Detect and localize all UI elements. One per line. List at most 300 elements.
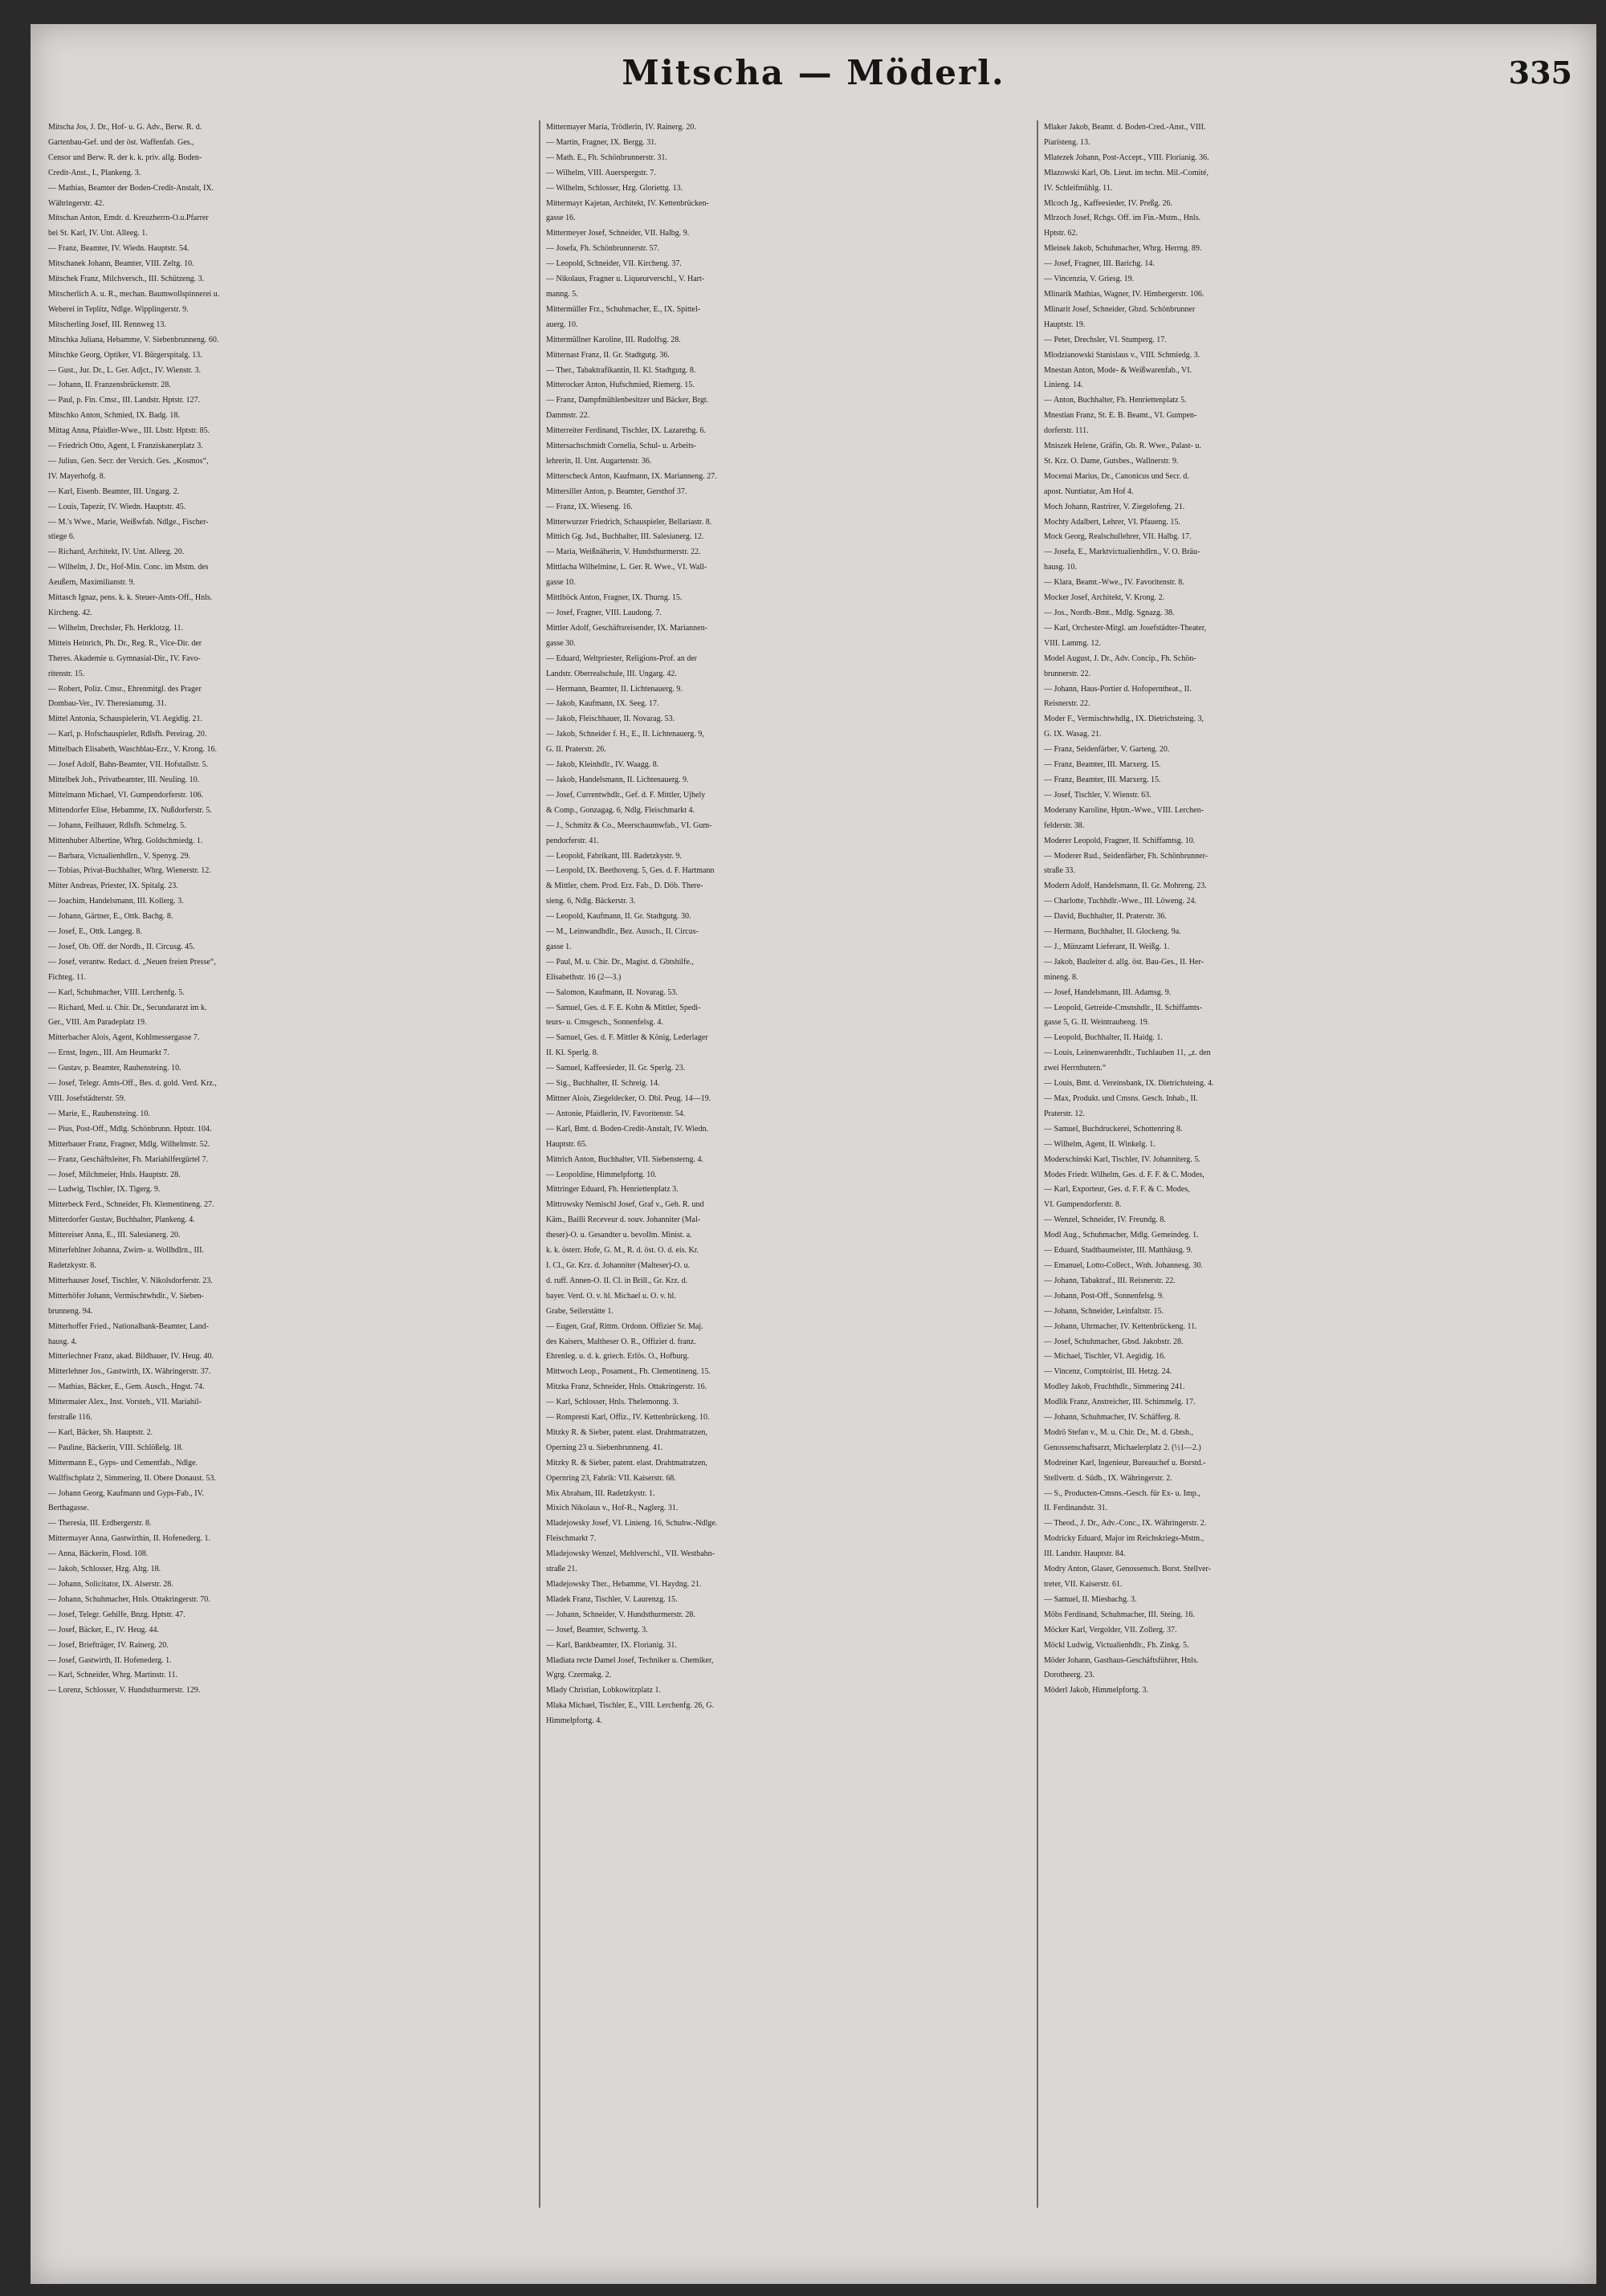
directory-entry-line: — Leopold, Fabrikant, III. Radetzkystr. 9.: [546, 851, 682, 861]
directory-entry-line: Mittenhuber Albertine, Whrg. Goldschmiedg. 1.: [48, 836, 203, 845]
directory-entry-line: Mitterfehlner Johanna, Zwirn- u. Wollhdlrn., III.: [48, 1246, 204, 1256]
directory-entry-line: — Johann, Tabaktraf., III. Reisnerstr. 22.: [1044, 1276, 1176, 1285]
directory-entry-line: — Josef, Schuhmacher, Gbsd. Jakobstr. 28.: [1044, 1337, 1184, 1346]
directory-entry-line: — Josef Adolf, Bahn-Beamter, VII. Hofstallstr. 5.: [48, 760, 209, 770]
directory-entry-line: — Louis, Tapezir, IV. Wiedn. Hauptstr. 45.: [48, 502, 186, 511]
directory-entry-line: — Leopold, Getreide-Cmsnshdlr., II. Schiffamts-: [1044, 1003, 1203, 1012]
directory-entry-line: — Pauline, Bäckerin, VIII. Schlößelg. 18.: [48, 1443, 184, 1452]
directory-entry-line: mineng. 8.: [1044, 972, 1078, 982]
directory-entry-line: — Johann, Gärtner, E., Ottk. Bachg. 8.: [48, 912, 173, 922]
directory-entry-line: brunneng. 94.: [48, 1306, 93, 1316]
directory-entry-line: — M.'s Wwe., Marie, Weißwfab. Ndlge., Fischer-: [48, 517, 209, 527]
directory-entry-line: Kircheng. 42.: [48, 609, 92, 617]
directory-entry-line: — Theod., J. Dr., Adv.-Conc., IX. Währingerstr. 2.: [1044, 1519, 1207, 1529]
directory-entry-line: — Karl, Orchester-Mitgl. am Josefstädter-Theater,: [1044, 623, 1207, 633]
directory-entry-line: Mitteis Heinrich, Ph. Dr., Reg. R., Vice-Dir. der: [48, 638, 202, 648]
directory-entry-line: Modes Friedr. Wilhelm, Ges. d. F. F. & C. Modes,: [1044, 1170, 1204, 1179]
directory-entry-line: — Josef, Milchmeier, Hnls. Hauptstr. 28.: [48, 1170, 181, 1179]
directory-entry-line: Mitterocker Anton, Hufschmied, Riemerg. 15.: [546, 381, 695, 390]
directory-entry-line: — Josef, Bäcker, E., IV. Heug. 44.: [48, 1625, 159, 1634]
directory-entry-line: Mittrich Anton, Buchhalter, VII. Siebensterng. 4.: [546, 1154, 704, 1164]
directory-entry-line: — Michael, Tischler, VI. Aegidig. 16.: [1044, 1352, 1166, 1362]
directory-entry-line: — Wilhelm, Schlosser, Hzg. Gloriettg. 13.: [546, 183, 683, 193]
directory-entry-line: Mnestian Franz, St. E. B. Beamt., VI. Gumpen-: [1044, 411, 1197, 421]
directory-entry-line: — Richard, Med. u. Chir. Dr., Secundararzt im k.: [48, 1003, 207, 1012]
directory-entry-line: — Josef, Fragner, VIII. Laudong. 7.: [546, 609, 662, 617]
directory-entry-line: Mittermeyer Josef, Schneider, VII. Halbg. 9.: [546, 229, 690, 238]
directory-entry-line: — Johann, Schuhmacher, IV. Schäfferg. 8.: [1044, 1413, 1181, 1423]
directory-entry-line: Ger., VIII. Am Paradeplatz 19.: [48, 1018, 147, 1028]
directory-entry-line: Mix Abraham, III. Radetzkystr. 1.: [546, 1488, 655, 1498]
directory-entry-line: Modley Jakob, Fruchthdlr., Simmering 241.: [1044, 1382, 1185, 1392]
directory-entry-line: VI. Gumpendorferstr. 8.: [1044, 1200, 1122, 1210]
directory-entry-line: Mitschka Juliana, Hebamme, V. Siebenbrunneng. 60.: [48, 335, 219, 344]
directory-entry-line: — Mathias, Beamter der Boden-Credit-Anstalt, IX.: [48, 183, 214, 193]
directory-entry-line: Mlrzoch Josef, Rchgs. Off. im Fin.-Mstm., Hnls.: [1044, 214, 1201, 223]
directory-entry-line: — Karl, p. Hofschauspieler, Rdlsfh. Pereirag. 20.: [48, 730, 207, 739]
directory-entry-line: — Gustav, p. Beamter, Rauhensteing. 10.: [48, 1064, 181, 1073]
directory-entry-line: apost. Nuntiatur, Am Hof 4.: [1044, 486, 1134, 496]
directory-entry-line: — Louis, Bmt. d. Vereinsbank, IX. Dietrichsteing. 4.: [1044, 1079, 1214, 1089]
directory-entry-line: — Johann, II. Franzensbrückenstr. 28.: [48, 381, 171, 390]
directory-entry-line: Modern Adolf, Handelsmann, II. Gr. Mohreng. 23.: [1044, 881, 1207, 891]
directory-entry-line: & Comp., Gonzagag. 6, Ndlg. Fleischmarkt 4.: [546, 805, 695, 815]
directory-entry-line: Stellvertr. d. Südb., IX. Währingerstr. 2.: [1044, 1473, 1172, 1483]
directory-entry-line: Reisnerstr. 22.: [1044, 699, 1090, 709]
directory-entry-line: — Samuel, Kaffeesieder, II. Gr. Sperlg. 23.: [546, 1064, 686, 1073]
directory-entry-line: theser)-O. u. Gesandter u. bevollm. Minist. a.: [546, 1231, 692, 1240]
directory-entry-line: — Tobias, Privat-Buchhalter, Whrg. Wienerstr. 12.: [48, 866, 211, 876]
directory-entry-line: Mittag Anna, Pfaidler-Wwe., III. Lbstr. Hptstr. 85.: [48, 426, 210, 436]
directory-entry-line: — Karl, Bankbeamter, IX. Florianig. 31.: [546, 1640, 677, 1650]
directory-entry-line: — Nikolaus, Fragner u. Liqueurverschl., V. Hart-: [546, 275, 705, 284]
directory-entry-line: — Hermann, Buchhalter, II. Glockeng. 9a.: [1044, 927, 1181, 937]
directory-entry-line: Hauptstr. 65.: [546, 1139, 588, 1149]
directory-entry-line: Ehrenleg. u. d. k. griech. Erlös. O., Hofburg.: [546, 1352, 690, 1362]
directory-entry-line: Moderschinski Karl, Tischler, IV. Johanniterg. 5.: [1044, 1154, 1200, 1164]
directory-entry-line: Mitterbauer Franz, Fragner, Mdlg. Wilhelmstr. 52.: [48, 1139, 210, 1149]
column-1: [48, 120, 533, 2272]
directory-entry-line: Landstr. Oberrealschule, III. Ungarg. 42.: [546, 669, 677, 678]
directory-entry-line: Mittich Gg. Jsd., Buchhalter, III. Salesianerg. 12.: [546, 532, 704, 542]
directory-entry-line: VIII. Lammg. 12.: [1044, 638, 1101, 648]
directory-entry-line: Dorotheerg. 23.: [1044, 1671, 1094, 1680]
directory-entry-line: G. II. Praterstr. 26.: [546, 745, 606, 755]
directory-entry-line: G. IX. Wasag. 21.: [1044, 730, 1102, 739]
directory-entry-line: IV. Mayerhofg. 8.: [48, 471, 106, 481]
directory-entry-line: — Johann Georg, Kaufmann und Gyps-Fab., IV.: [48, 1488, 205, 1498]
directory-entry-line: felderstr. 38.: [1044, 820, 1085, 830]
directory-entry-line: Moderany Karoline, Hptm.-Wwe., VIII. Lerchen-: [1044, 805, 1204, 815]
directory-entry-line: gasse 16.: [546, 214, 576, 223]
directory-entry-line: Möckl Ludwig, Victualienhdlr., Fh. Zinkg. 5.: [1044, 1640, 1189, 1650]
directory-entry-line: Dammstr. 22.: [546, 411, 590, 421]
directory-entry-line: — David, Buchhalter, II. Praterstr. 36.: [1044, 912, 1167, 922]
directory-entry-line: des Kaisers, Maltheser O. R., Offizier d. franz.: [546, 1337, 696, 1346]
directory-entry-line: Mitterreiter Ferdinand, Tischler, IX. Lazarethg. 6.: [546, 426, 706, 436]
directory-entry-line: hausg. 10.: [1044, 563, 1077, 572]
directory-entry-line: Mitterlechner Franz, akad. Bildhauer, IV. Heug. 40.: [48, 1352, 214, 1362]
directory-entry-line: zwei Herrnhutern.“: [1044, 1064, 1107, 1073]
column-3: [1044, 120, 1529, 2272]
directory-entry-line: Mlatezek Johann, Post-Accept., VIII. Florianig. 36.: [1044, 153, 1209, 162]
directory-entry-line: — M., Leinwandhdlr., Bez. Aussch., II. Circus-: [546, 927, 699, 937]
directory-entry-line: Mitterlehner Jos., Gastwirth, IX. Währingerstr. 37.: [48, 1367, 211, 1377]
directory-entry-line: Moderer Leopold, Fragner, II. Schiffamtsg. 10.: [1044, 836, 1196, 845]
directory-entry-line: — Richard, Architekt, IV. Unt. Alleeg. 20.: [48, 548, 185, 557]
directory-entry-line: — Wenzel, Schneider, IV. Freundg. 8.: [1044, 1215, 1166, 1225]
directory-entry-line: & Mittler, chem. Prod. Erz. Fab., D. Döb. There-: [546, 881, 703, 891]
directory-entry-line: — Franz, Geschäftsleiter, Fh. Mariahilfergürtel 7.: [48, 1154, 209, 1164]
directory-entry-line: Dombau-Ver., IV. Theresianumg. 31.: [48, 699, 167, 709]
directory-entry-line: — Jakob, Schlosser, Hzg. Altg. 18.: [48, 1565, 161, 1574]
directory-entry-line: — Josef, Telegr. Gehilfe, Bnzg. Hptstr. 47.: [48, 1610, 185, 1619]
directory-entry-line: Elisabethstr. 16 (2—3.): [546, 972, 622, 982]
directory-entry-line: Mitterscheck Anton, Kaufmann, IX. Marianneng. 27.: [546, 471, 717, 481]
directory-entry-line: — Josefa, E., Marktvictualienhdlrn., V. O. Bräu-: [1044, 548, 1200, 557]
directory-entry-line: — Klara, Beamt.-Wwe., IV. Favoritenstr. 8.: [1044, 578, 1184, 588]
directory-entry-line: Modrö Stefan v., M. u. Chir. Dr., M. d. Gbtsh.,: [1044, 1427, 1194, 1437]
directory-entry-line: Mitterhöfer Johann, Vermischtwhdlr., V. Sieben-: [48, 1291, 204, 1301]
directory-entry-line: Gartenbau-Gef. und der öst. Waffenfab. Ges.,: [48, 137, 194, 147]
directory-entry-line: Mittermüller Frz., Schuhmacher, E., IX. Spittel-: [546, 304, 701, 314]
directory-entry-line: Mladejowsky Josef, VI. Linieng. 16, Schuhw.-Ndlge.: [546, 1519, 718, 1529]
directory-entry-line: I. Cl., Gr. Krz. d. Johanniter (Malteser)-O. u.: [546, 1260, 691, 1270]
directory-entry-line: Mittermayr Kajetan, Architekt, IV. Kettenbrücken-: [546, 198, 709, 208]
directory-entry-line: — Marie, E., Rauhensteing. 10.: [48, 1109, 150, 1118]
directory-entry-line: — Franz, Beamter, III. Marxerg. 15.: [1044, 760, 1161, 770]
directory-entry-line: Hauptstr. 19.: [1044, 320, 1086, 329]
directory-entry-line: — Josef, E., Ottk. Langeg. 8.: [48, 927, 142, 937]
directory-entry-line: Mlaka Michael, Tischler, E., VIII. Lerchenfg. 26, G.: [546, 1701, 715, 1711]
directory-entry-line: Credit-Anst., I., Plankeng. 3.: [48, 168, 141, 177]
directory-entry-line: — Salomon, Kaufmann, II. Novarag. 53.: [546, 987, 678, 997]
directory-entry-line: — Emanuel, Lotto-Collect., Wnh. Johannesg. 30.: [1044, 1260, 1203, 1270]
directory-entry-line: Himmelpfortg. 4.: [546, 1716, 602, 1726]
directory-entry-line: Moder F., Vermischtwhdlg., IX. Dietrichsteing. 3,: [1044, 714, 1204, 724]
directory-entry-line: — Josef, Beamter, Schwertg. 3.: [546, 1625, 648, 1634]
directory-entry-line: Mittereiser Anna, E., III. Salesianerg. 20.: [48, 1231, 181, 1240]
directory-entry-line: Mittler Adolf, Geschäftsreisender, IX. Mariannen-: [546, 623, 707, 633]
directory-entry-line: — Johann, Schneider, V. Hundsthurmerstr. 28.: [546, 1610, 695, 1619]
directory-entry-line: Aeußern, Maximilianstr. 9.: [48, 578, 136, 588]
column-2: [546, 120, 1031, 2272]
directory-entry-line: — Peter, Drechsler, VI. Stumperg. 17.: [1044, 335, 1167, 344]
directory-entry-line: Mleinek Jakob, Schuhmacher, Whrg. Herrng. 89.: [1044, 244, 1202, 254]
directory-entry-line: — Friedrich Otto, Agent, I. Franziskanerplatz 3.: [48, 442, 203, 451]
directory-page: [31, 24, 1596, 2284]
directory-entry-line: Währingerstr. 42.: [48, 198, 104, 208]
directory-entry-line: IV. Schleifmühlg. 11.: [1044, 183, 1113, 193]
directory-entry-line: — Maria, Weißnäherin, V. Hundsthurmerstr. 22.: [546, 548, 701, 557]
directory-entry-line: — Johann, Post-Off., Sonnenfelsg. 9.: [1044, 1291, 1164, 1301]
directory-entry-line: — Franz, IX. Wieseng. 16.: [546, 502, 633, 511]
directory-entry-line: Mittwoch Leop., Posament., Fh. Clementineng. 15.: [546, 1367, 711, 1377]
directory-entry-line: Modry Anton, Glaser, Genossensch. Borst. Stellver-: [1044, 1565, 1211, 1574]
directory-entry-line: — Jakob, Kaufmann, IX. Seeg. 17.: [546, 699, 659, 709]
directory-entry-line: Fleischmarkt 7.: [546, 1534, 597, 1544]
directory-entry-line: Mittel Antonia, Schauspielerin, VI. Aegidig. 21.: [48, 714, 203, 724]
directory-entry-line: — Eugen, Graf, Rittm. Ordonn. Offizier Sr. Maj.: [546, 1321, 703, 1331]
directory-entry-line: Wallfischplatz 2, Simmering, II. Obere Donaust. 53.: [48, 1473, 216, 1483]
directory-entry-line: — J., Schmitz & Co., Meerschaumwfab., VI. Gum-: [546, 820, 712, 830]
directory-entry-line: — Pius, Post-Off., Mdlg. Schönbrunn. Hptstr. 104.: [48, 1124, 212, 1134]
directory-entry-line: Mitterhauser Josef, Tischler, V. Nikolsdorferstr. 23.: [48, 1276, 213, 1285]
directory-entry-line: Model August, J. Dr., Adv. Concip., Fh. Schön-: [1044, 653, 1196, 663]
directory-entry-line: — Jos., Nordb.-Bmt., Mdlg. Sgnazg. 38.: [1044, 609, 1175, 617]
directory-entry-line: Möcker Karl, Vergolder, VII. Zollerg. 37.: [1044, 1625, 1177, 1634]
directory-entry-line: — J., Münzamt Lieferant, II. Weißg. 1.: [1044, 942, 1170, 951]
directory-entry-line: Mitterbeck Ferd., Schneider, Fh. Klementineng. 27.: [48, 1200, 214, 1210]
directory-entry-line: Mlodzianowski Stanislaus v., VIII. Schmiedg. 3.: [1044, 350, 1200, 360]
directory-entry-line: — Antonie, Pfaidlerin, IV. Favoritenstr. 54.: [546, 1109, 686, 1118]
directory-entry-line: Mitschke Georg, Optiker, VI. Bürgerspitalg. 13.: [48, 350, 202, 360]
directory-entry-line: Mittermüllner Karoline, III. Rudolfsg. 28.: [546, 335, 681, 344]
directory-entry-line: Mittermayer Maria, Trödlerin, IV. Rainerg. 20.: [546, 123, 696, 132]
directory-entry-line: Grabe, Seilerstätte 1.: [546, 1306, 613, 1316]
directory-entry-line: Mittermann E., Gyps- und Cementfab., Ndlge.: [48, 1458, 198, 1468]
directory-entry-line: auerg. 10.: [546, 320, 578, 329]
directory-entry-line: Mitschan Anton, Emdr. d. Kreuzherrn-O.u.Pfarrer: [48, 214, 209, 223]
directory-entry-line: Mitterbacher Alois, Agent, Kohlmessergasse 7.: [48, 1033, 200, 1043]
directory-entry-line: Mochty Adalbert, Lehrer, VI. Pfaueng. 15.: [1044, 517, 1180, 527]
directory-entry-line: — Moderer Rud., Seidenfärber, Fh. Schönbrunner-: [1044, 851, 1209, 861]
directory-entry-line: sieng. 6, Ndlg. Bäckerstr. 3.: [546, 897, 636, 906]
directory-entry-line: hausg. 4.: [48, 1337, 77, 1346]
directory-entry-line: — Robert, Poliz. Cmsr., Ehrenmitgl. des Prager: [48, 684, 202, 694]
directory-entry-line: — Karl, Schlosser, Hnls. Thelemonng. 3.: [546, 1398, 679, 1407]
directory-entry-line: — Samuel, Buchdruckerei, Schottenring 8.: [1044, 1124, 1183, 1134]
directory-entry-line: gasse 1.: [546, 942, 572, 951]
directory-entry-line: Mladek Franz, Tischler, V. Laurenzg. 15.: [546, 1594, 678, 1604]
directory-entry-line: Censor und Berw. R. der k. k. priv. allg. Boden-: [48, 153, 202, 162]
page-title: Mitscha — Möderl.: [622, 53, 1005, 92]
directory-entry-line: — Theresia, III. Erdbergerstr. 8.: [48, 1519, 152, 1529]
directory-entry-line: — Samuel, II. Miesbachg. 3.: [1044, 1594, 1137, 1604]
directory-entry-line: Mitter Andreas, Priester, IX. Spitalg. 23.: [48, 881, 178, 891]
directory-entry-line: — Ernst, Ingen., III. Am Heumarkt 7.: [48, 1048, 169, 1058]
directory-entry-line: Mittelmann Michael, VI. Gumpendorferstr. 106.: [48, 790, 204, 800]
directory-entry-line: Mitterhoffer Fried., Nationalbank-Beamter, Land-: [48, 1321, 209, 1331]
directory-entry-line: II. Kl. Sperlg. 8.: [546, 1048, 599, 1058]
directory-entry-line: Modreiner Karl, Ingenieur, Bureauchef u. Borstd.-: [1044, 1458, 1206, 1468]
directory-entry-line: Mittlböck Anton, Fragner, IX. Thurng. 15.: [546, 593, 683, 603]
directory-entry-line: Praterstr. 12.: [1044, 1109, 1085, 1118]
directory-entry-line: stiege 6.: [48, 532, 75, 542]
directory-entry-line: Mittrowsky Nemischl Josef, Graf v., Geh. R. und: [546, 1200, 704, 1210]
directory-entry-line: — Samuel, Ges. d. F. E. Kohn & Mittler, Spedi-: [546, 1003, 701, 1012]
directory-entry-line: gasse 30.: [546, 638, 576, 648]
directory-entry-line: III. Landstr. Hauptstr. 84.: [1044, 1549, 1126, 1559]
directory-entry-line: Weberei in Teplitz, Ndlge. Wipplingerstr. 9.: [48, 304, 189, 314]
directory-entry-line: Hptstr. 62.: [1044, 229, 1078, 238]
directory-entry-line: — Johann, Feilhauer, Rdlsfh. Schmelzg. 5.: [48, 820, 186, 830]
directory-entry-line: Mitzky R. & Sieber, patent. elast. Drahtmatratzen,: [546, 1427, 707, 1437]
directory-entry-line: Möderl Jakob, Himmelpfortg. 3.: [1044, 1686, 1148, 1696]
directory-entry-line: Mitzka Franz, Schneider, Hnls. Ottakringerstr. 16.: [546, 1382, 707, 1392]
directory-entry-line: Mlady Christian, Lobkowitzplatz 1.: [546, 1686, 662, 1696]
directory-entry-line: Mocenui Marius, Dr., Canonicus und Secr. d.: [1044, 471, 1189, 481]
directory-entry-line: Mitterwurzer Friedrich, Schauspieler, Bellariastr. 8.: [546, 517, 712, 527]
directory-entry-line: — Josef, Handelsmann, III. Adamsg. 9.: [1044, 987, 1172, 997]
directory-entry-line: VIII. Josefstädterstr. 59.: [48, 1094, 126, 1103]
directory-entry-line: Piaristeng. 13.: [1044, 137, 1090, 147]
directory-entry-line: Modl Aug., Schuhmacher, Mdlg. Gemeindeg. 1.: [1044, 1231, 1199, 1240]
directory-entry-line: — Louis, Leinenwarenhdlr., Tuchlauben 11, „z. den: [1044, 1048, 1211, 1058]
directory-entry-line: — Vincenz, Comptoirist, III. Hetzg. 24.: [1044, 1367, 1172, 1377]
directory-entry-line: Wgrg. Czermakg. 2.: [546, 1671, 612, 1680]
directory-entry-line: teurs- u. Cmsgesch., Sonnenfelsg. 4.: [546, 1018, 663, 1028]
directory-entry-line: — Jakob, Bauleiter d. allg. öst. Bau-Ges., II. Her-: [1044, 957, 1204, 967]
directory-entry-line: — Franz, Dampfmühlenbesitzer und Bäcker, Brgt.: [546, 396, 709, 405]
directory-entry-line: — Eduard, Stadtbaumeister, III. Matthäusg. 9.: [1044, 1246, 1193, 1256]
directory-entry-line: Mittermayer Anna, Gastwirthin, II. Hofenederg. 1.: [48, 1534, 210, 1544]
directory-entry-line: Mlcoch Jg., Kaffeesieder, IV. Preßg. 26.: [1044, 198, 1173, 208]
directory-entry-line: — Joachim, Handelsmann, III. Kollerg. 3.: [48, 897, 184, 906]
directory-entry-line: Theres. Akademie u. Gymnasial-Dir., IV. Favo-: [48, 653, 201, 663]
directory-entry-line: — Josefa, Fh. Schönbrunnerstr. 57.: [546, 244, 660, 254]
directory-entry-line: — Johann, Solicitator, IX. Alserstr. 28.: [48, 1580, 173, 1589]
directory-entry-line: ferstraße 116.: [48, 1413, 92, 1423]
directory-entry-line: Mlinarik Mathias, Wagner, IV. Himbergerstr. 106.: [1044, 289, 1204, 299]
directory-entry-line: — Leopoldine, Himmelpfortg. 10.: [546, 1170, 657, 1179]
directory-entry-line: Käm., Bailli Receveur d. souv. Johanniter (Mal-: [546, 1215, 701, 1225]
directory-entry-line: — Franz, Beamter, III. Marxerg. 15.: [1044, 775, 1161, 784]
directory-entry-line: gasse 10.: [546, 578, 576, 588]
directory-entry-line: Mitterdorfer Gustav, Buchhalter, Plankeng. 4.: [48, 1215, 195, 1225]
directory-entry-line: Mladejowsky Wenzel, Mehlverschl., VII. Westbahn-: [546, 1549, 715, 1559]
directory-entry-line: — Jakob, Fleischhauer, II. Novarag. 53.: [546, 714, 675, 724]
directory-entry-line: — Ther., Tabaktrafikantin, II. Kl. Stadtgutg. 8.: [546, 365, 696, 375]
directory-entry-line: — Hermann, Beamter, II. Lichtenauerg. 9.: [546, 684, 683, 694]
directory-entry-line: — Josef, Telegr. Amts-Off., Bes. d. gold. Verd. Krz.,: [48, 1079, 217, 1089]
directory-entry-line: Berthagasse.: [48, 1504, 89, 1513]
directory-entry-line: k. k. österr. Hofe, G. M., R. d. öst. O. d. eis. Kr.: [546, 1246, 699, 1256]
directory-entry-line: Mitzky R. & Sieber, patent. elast. Drahtmatratzen,: [546, 1458, 707, 1468]
directory-entry-line: Mocker Josef, Architekt, V. Krong. 2.: [1044, 593, 1165, 603]
column-divider: [1037, 120, 1038, 2208]
directory-entry-line: — Paul, M. u. Chir. Dr., Magist. d. Gbtshilfe.,: [546, 957, 694, 967]
directory-entry-line: — Josef, Fragner, III. Barichg. 14.: [1044, 259, 1155, 269]
directory-entry-line: — Johann, Haus-Portier d. Hofoperntheat., II.: [1044, 684, 1192, 694]
directory-entry-line: Mitscha Jos, J. Dr., Hof- u. G. Adv., Berw. R. d.: [48, 123, 202, 132]
directory-entry-line: Mlinarit Josef, Schneider, Gbzd. Schönbrunner: [1044, 304, 1196, 314]
directory-entry-line: gasse 5, G. II. Weintraubeng. 19.: [1044, 1018, 1150, 1028]
directory-entry-line: bayer. Verd. O. v. hl. Michael u. O. v. hl.: [546, 1291, 676, 1301]
directory-entry-line: Mlaker Jakob, Beamt. d. Boden-Cred.-Anst., VIII.: [1044, 123, 1206, 132]
directory-entry-line: II. Ferdinandstr. 31.: [1044, 1504, 1108, 1513]
directory-entry-line: Mniszek Helene, Gräfin, Gb. R. Wwe., Palast- u.: [1044, 442, 1201, 451]
directory-entry-line: — Karl, Schuhmacher, VIII. Lerchenfg. 5.: [48, 987, 185, 997]
directory-entry-line: — Paul, p. Fin. Cmsr., III. Landstr. Hptstr. 127.: [48, 396, 201, 405]
directory-entry-line: — Leopold, IX. Beethoveng. 5, Ges. d. F. Hartmann: [546, 866, 715, 876]
directory-entry-line: Mladejowsky Ther., Hebamme, VI. Haydng. 21.: [546, 1580, 702, 1589]
directory-entry-line: — Johann, Schuhmacher, Hnls. Ottakringerstr. 70.: [48, 1594, 210, 1604]
directory-entry-line: Mittelbach Elisabeth, Waschblau-Erz., V. Krong. 16.: [48, 745, 217, 755]
page-header: [47, 53, 1580, 101]
directory-entry-line: Operning 23 u. Siebenbrunneng. 41.: [546, 1443, 663, 1452]
directory-entry-line: — Julius, Gen. Secr. der Versich. Ges. „Kosmos“,: [48, 456, 209, 466]
directory-entry-line: Mlazowski Karl, Ob. Lieut. im techn. Mil.-Comité,: [1044, 168, 1209, 177]
directory-entry-line: — Wilhelm, Drechsler, Fh. Herklotzg. 11.: [48, 623, 184, 633]
directory-entry-line: Mittelbek Joh., Privatbeamter, III. Neuling. 10.: [48, 775, 200, 784]
directory-entry-line: — Karl, Bäcker, Sh. Hauptstr. 2.: [48, 1427, 153, 1437]
directory-entry-line: — Karl, Eisenb. Beamter, III. Ungarg. 2.: [48, 486, 180, 496]
page-number: 335: [1508, 55, 1572, 91]
directory-entry-line: — Vincenzia, V. Griesg. 19.: [1044, 275, 1135, 284]
directory-entry-line: Mitscherling Josef, III. Rennweg 13.: [48, 320, 166, 329]
directory-entry-line: Fichteg. 11.: [48, 972, 87, 982]
directory-entry-line: brunnerstr. 22.: [1044, 669, 1091, 678]
directory-entry-line: — Sig., Buchhalter, II. Schreig. 14.: [546, 1079, 660, 1089]
directory-entry-line: — Karl, Schneider, Whrg. Martinstr. 11.: [48, 1671, 178, 1680]
directory-entry-line: — Josef, Currentwhdlr., Gef. d. F. Mittler, Ujhely: [546, 790, 706, 800]
directory-entry-line: Mittendorfer Elise, Hebamme, IX. Nußdorferstr. 5.: [48, 805, 212, 815]
directory-entry-line: — Lorenz, Schlosser, V. Hundsthurmerstr. 129.: [48, 1686, 201, 1696]
directory-entry-line: — Charlotte, Tuchhdlr.-Wwe., III. Löweng. 24.: [1044, 897, 1196, 906]
directory-entry-line: — Leopold, Schneider, VII. Kircheng. 37.: [546, 259, 682, 269]
directory-entry-line: Mitschko Anton, Schmied, IX. Badg. 18.: [48, 411, 180, 421]
directory-entry-line: — Josef, Gastwirth, II. Hofenederg. 1.: [48, 1655, 172, 1665]
directory-entry-line: — Franz, Beamter, IV. Wiedn. Hauptstr. 54.: [48, 244, 190, 254]
directory-entry-line: — Max, Produkt. und Cmsns. Gesch. Inhab., II.: [1044, 1094, 1198, 1103]
directory-entry-line: — Franz, Seidenfärber, V. Garteng. 20.: [1044, 745, 1170, 755]
directory-entry-line: bei St. Karl, IV. Unt. Alleeg. 1.: [48, 229, 148, 238]
directory-entry-line: Moch Johann, Rastrirer, V. Ziegelofeng. 21.: [1044, 502, 1185, 511]
directory-entry-line: — Wilhelm, Agent, II. Winkelg. 1.: [1044, 1139, 1156, 1149]
directory-entry-line: Mock Georg, Realschullehrer, VII. Halbg. 17.: [1044, 532, 1192, 542]
directory-entry-line: Mittlacha Wilhelmine, L. Ger. R. Wwe., VI. Wall-: [546, 563, 707, 572]
directory-entry-line: Mladiata recte Damel Josef, Techniker u. Chemiker,: [546, 1655, 714, 1665]
directory-entry-line: — Karl, Bmt. d. Boden-Credit-Anstalt, IV. Wiedn.: [546, 1124, 708, 1134]
directory-entry-line: — Wilhelm, VIII. Auerspergstr. 7.: [546, 168, 656, 177]
directory-entry-line: treter, VII. Kaiserstr. 61.: [1044, 1580, 1123, 1589]
directory-entry-line: Modlik Franz, Anstreicher, III. Schimmelg. 17.: [1044, 1398, 1196, 1407]
directory-entry-line: Opernring 23, Fabrik: VII. Kaiserstr. 68.: [546, 1473, 676, 1483]
directory-entry-line: dorferstr. 111.: [1044, 426, 1089, 436]
directory-entry-line: Möder Johann, Gasthaus-Geschäftsführer, Hnls.: [1044, 1655, 1199, 1665]
directory-entry-line: — Martin, Fragner, IX. Bergg. 31.: [546, 137, 657, 147]
directory-entry-line: Mittersiller Anton, p. Beamter, Gersthof 37.: [546, 486, 687, 496]
directory-entry-line: — Josef, Tischler, V. Wienstr. 63.: [1044, 790, 1152, 800]
directory-entry-line: — Johann, Schneider, Leinfaltstr. 15.: [1044, 1306, 1164, 1316]
directory-entry-line: Modricky Eduard, Major im Reichskriegs-Mstm.,: [1044, 1534, 1204, 1544]
directory-entry-line: Radetzkystr. 8.: [48, 1260, 96, 1270]
directory-entry-line: — Rompresti Karl, Offiz., IV. Kettenbrückeng. 10.: [546, 1413, 710, 1423]
directory-entry-line: Mitschek Franz, Milchversch., III. Schützeng. 3.: [48, 275, 205, 284]
column-divider: [539, 120, 540, 2208]
directory-entry-line: d. ruff. Annen-O. II. Cl. in Brill., Gr. Krz. d.: [546, 1276, 688, 1285]
directory-entry-line: Mitschanek Johann, Beamter, VIII. Zeltg. 10.: [48, 259, 194, 269]
directory-entry-line: — Anton, Buchhalter, Fh. Henriettenplatz 5.: [1044, 396, 1187, 405]
directory-entry-line: straße 33.: [1044, 866, 1075, 876]
directory-entry-line: — Josef, verantw. Redact. d. „Neuen freien Presse“,: [48, 957, 216, 967]
directory-entry-line: ritenstr. 15.: [48, 669, 85, 678]
directory-entry-line: — Jakob, Handelsmann, II. Lichtenauerg. 9.: [546, 775, 689, 784]
directory-entry-line: Mixich Nikolaus v., Hof-R., Naglerg. 31.: [546, 1504, 679, 1513]
directory-entry-line: St. Krz. O. Dame, Gutsbes., Wallnerstr. 9.: [1044, 456, 1179, 466]
directory-entry-line: — Anna, Bäckerin, Flosd. 108.: [48, 1549, 149, 1559]
directory-columns: [48, 120, 1582, 2272]
directory-entry-line: — Leopold, Kaufmann, II. Gr. Stadtgutg. 30.: [546, 912, 691, 922]
directory-entry-line: — Jakob, Kleinhdlr., IV. Waagg. 8.: [546, 760, 659, 770]
directory-entry-line: — Leopold, Buchhalter, II. Haidg. 1.: [1044, 1033, 1163, 1043]
directory-entry-line: Möbs Ferdinand, Schuhmacher, III. Steing. 16.: [1044, 1610, 1195, 1619]
directory-entry-line: Mitscherlich A. u. R., mechan. Baumwollspinnerei u.: [48, 289, 220, 299]
directory-entry-line: — S., Producten-Cmsns.-Gesch. für Ex- u. Imp.,: [1044, 1488, 1200, 1498]
directory-entry-line: — Barbara, Victualienhdlrn., V. Spenyg. 29.: [48, 851, 190, 861]
directory-entry-line: pendorferstr. 41.: [546, 836, 599, 845]
